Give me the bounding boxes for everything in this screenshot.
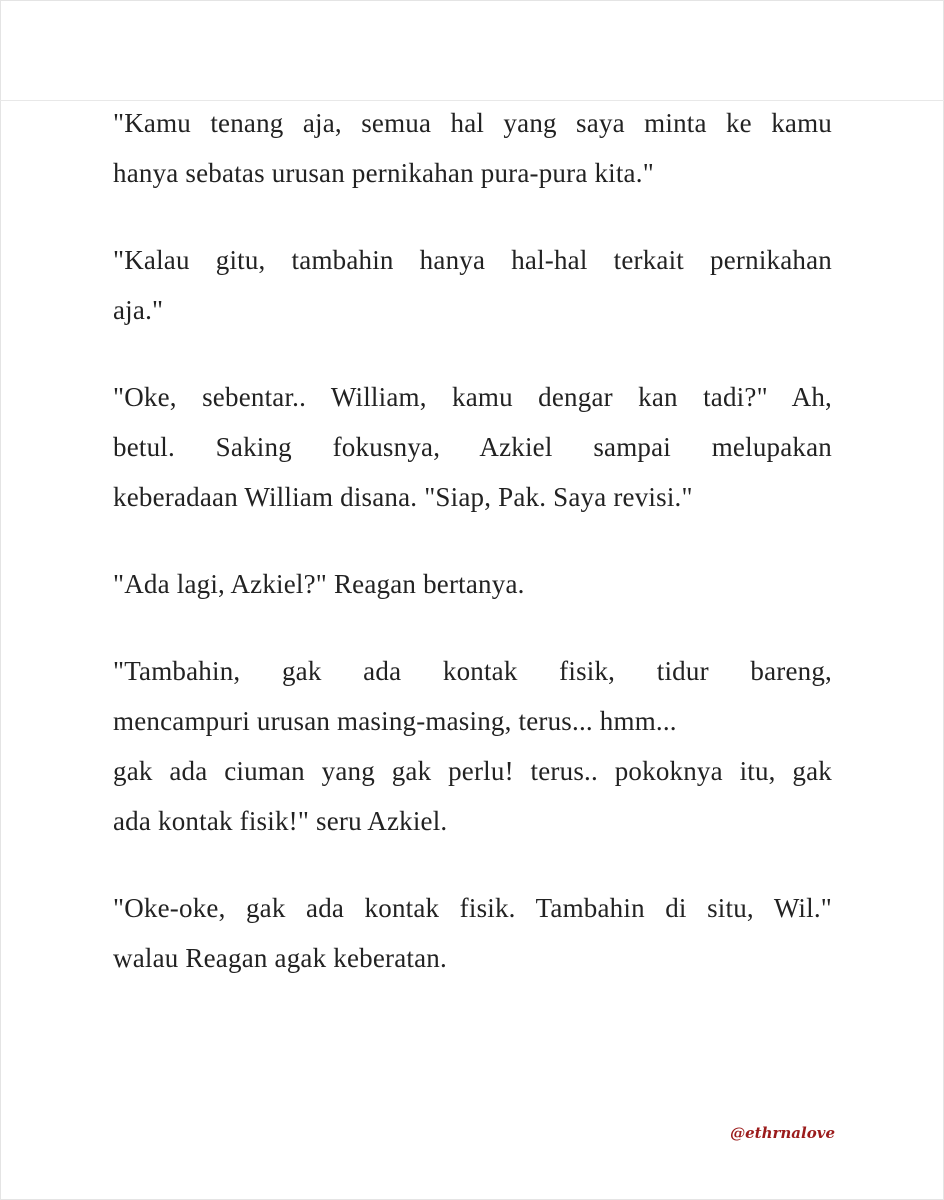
paragraph-5 bbox=[113, 646, 832, 846]
author-watermark: @ethrnalove bbox=[730, 1124, 835, 1142]
paragraph-line: "Tambahin, gak ada kontak fisik, tidur bareng, bbox=[113, 656, 832, 686]
paragraph-3 bbox=[113, 372, 832, 522]
paragraph-line: ada kontak fisik!" seru Azkiel. bbox=[113, 806, 448, 836]
paragraph-line: gak ada ciuman yang gak perlu! terus.. pokoknya itu, gak bbox=[113, 756, 832, 786]
paragraph-2 bbox=[113, 235, 832, 335]
paragraph-line: "Oke-oke, gak ada kontak fisik. Tambahin di situ, Wil." bbox=[113, 893, 832, 923]
paragraph-line: keberadaan William disana. "Siap, Pak. Saya revisi." bbox=[113, 482, 693, 512]
paragraph-line: walau Reagan agak keberatan. bbox=[113, 943, 447, 973]
paragraph-line: betul. Saking fokusnya, Azkiel sampai melupakan bbox=[113, 432, 832, 462]
paragraph-1 bbox=[113, 98, 832, 198]
story-text bbox=[113, 98, 832, 1020]
paragraph-line: aja." bbox=[113, 295, 164, 325]
paragraph-line: "Ada lagi, Azkiel?" Reagan bertanya. bbox=[113, 569, 525, 599]
paragraph-line: "Kalau gitu, tambahin hanya hal-hal terkait pernikahan bbox=[113, 245, 832, 275]
paragraph-line: mencampuri urusan masing-masing, terus... hmm... bbox=[113, 706, 677, 736]
paragraph-4 bbox=[113, 559, 832, 609]
paragraph-line: "Kamu tenang aja, semua hal yang saya minta ke kamu bbox=[113, 108, 832, 138]
paragraph-line: "Oke, sebentar.. William, kamu dengar kan tadi?" Ah, bbox=[113, 382, 832, 412]
paragraph-6 bbox=[113, 883, 832, 983]
paragraph-line: hanya sebatas urusan pernikahan pura-pura kita." bbox=[113, 158, 654, 188]
